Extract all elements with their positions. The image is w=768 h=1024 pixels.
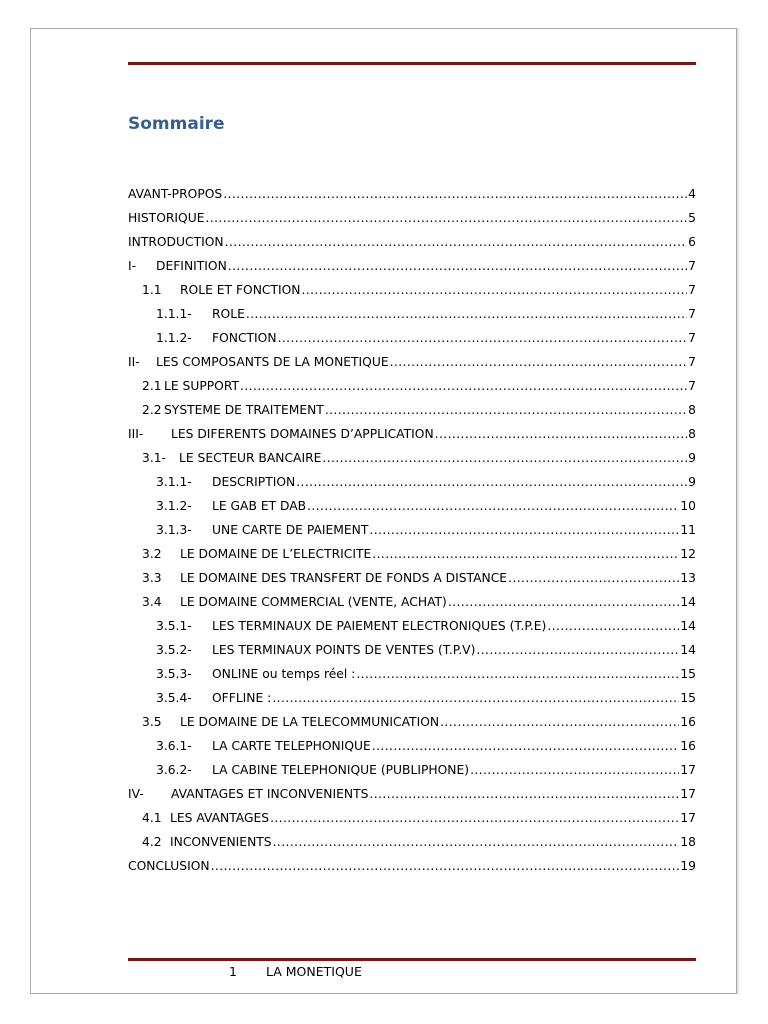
toc-entry-title: LE GAB ET DAB bbox=[212, 499, 307, 513]
toc-entry-title: ROLE bbox=[212, 307, 245, 321]
toc-entry-page: 7 bbox=[688, 283, 696, 297]
toc-dot-leader bbox=[356, 662, 679, 686]
toc-entry-title: LE DOMAINE COMMERCIAL (VENTE, ACHAT) bbox=[180, 595, 447, 609]
toc-entry[interactable] bbox=[128, 830, 696, 854]
toc-entry[interactable] bbox=[128, 470, 696, 494]
toc-dot-leader bbox=[302, 278, 688, 302]
toc-dot-leader bbox=[476, 638, 679, 662]
toc-entry[interactable] bbox=[128, 662, 696, 686]
footer-page-number: 1 bbox=[229, 964, 237, 979]
toc-entry-title: LE DOMAINE DES TRANSFERT DE FONDS A DISTANCE bbox=[180, 571, 508, 585]
toc-entry-title: LES DIFERENTS DOMAINES D’APPLICATION bbox=[171, 427, 434, 441]
toc-entry-page: 14 bbox=[680, 643, 696, 657]
toc-entry-number: 4.2 bbox=[142, 835, 162, 849]
toc-entry[interactable] bbox=[128, 518, 696, 542]
toc-entry[interactable] bbox=[128, 686, 696, 710]
toc-entry[interactable] bbox=[128, 614, 696, 638]
footer-rule bbox=[128, 958, 696, 961]
toc-entry-title: AVANT-PROPOS bbox=[128, 187, 223, 201]
toc-entry-page: 7 bbox=[688, 259, 696, 273]
toc-entry-number: 3.2 bbox=[142, 547, 162, 561]
toc-entry-number: 3.6.1- bbox=[156, 739, 192, 753]
toc-entry-page: 16 bbox=[680, 739, 696, 753]
toc-dot-leader bbox=[206, 206, 688, 230]
toc-dot-leader bbox=[278, 326, 688, 350]
toc-entry-page: 17 bbox=[680, 787, 696, 801]
toc-entry-number: 3.3 bbox=[142, 571, 162, 585]
toc-dot-leader bbox=[369, 782, 679, 806]
toc-entry-number: 3.1.3- bbox=[156, 523, 192, 537]
toc-entry-page: 8 bbox=[688, 403, 696, 417]
toc-entry-page: 7 bbox=[688, 307, 696, 321]
toc-entry[interactable] bbox=[128, 398, 696, 422]
toc-entry-page: 15 bbox=[680, 691, 696, 705]
toc-entry-number: 4.1 bbox=[142, 811, 162, 825]
header-rule bbox=[128, 62, 696, 65]
toc-dot-leader bbox=[225, 230, 688, 254]
toc-dot-leader bbox=[246, 302, 687, 326]
toc-dot-leader bbox=[325, 398, 687, 422]
toc-entry-title: INTRODUCTION bbox=[128, 235, 224, 249]
toc-entry-page: 9 bbox=[688, 475, 696, 489]
toc-entry[interactable] bbox=[128, 494, 696, 518]
toc-dot-leader bbox=[273, 830, 680, 854]
toc-entry-number: 3.1.1- bbox=[156, 475, 192, 489]
toc-entry-number: 3.1.2- bbox=[156, 499, 192, 513]
page-footer bbox=[0, 964, 768, 984]
toc-entry-title: AVANTAGES ET INCONVENIENTS bbox=[171, 787, 369, 801]
toc-entry-number: 1.1.2- bbox=[156, 331, 192, 345]
toc-dot-leader bbox=[369, 518, 679, 542]
toc-entry-page: 15 bbox=[680, 667, 696, 681]
toc-heading: Sommaire bbox=[128, 114, 225, 134]
toc-entry[interactable] bbox=[128, 854, 696, 878]
toc-entry-page: 18 bbox=[680, 835, 696, 849]
toc-entry-page: 14 bbox=[680, 595, 696, 609]
toc-entry-page: 14 bbox=[680, 619, 696, 633]
toc-entry-page: 4 bbox=[688, 187, 696, 201]
toc-entry-page: 7 bbox=[688, 355, 696, 369]
toc-entry[interactable] bbox=[128, 422, 696, 446]
toc-entry-page: 17 bbox=[680, 763, 696, 777]
toc-entry-title: LES AVANTAGES bbox=[170, 811, 270, 825]
toc-entry-title: SYSTEME DE TRAITEMENT bbox=[164, 403, 324, 417]
toc-entry-number: 3.5.3- bbox=[156, 667, 192, 681]
toc-dot-leader bbox=[307, 494, 679, 518]
toc-entry-number: 3.5.4- bbox=[156, 691, 192, 705]
toc-entry[interactable] bbox=[128, 374, 696, 398]
toc-entry-title: LES TERMINAUX DE PAIEMENT ELECTRONIQUES (T.P.E) bbox=[212, 619, 547, 633]
footer-document-title: LA MONETIQUE bbox=[266, 964, 362, 979]
toc-entry[interactable] bbox=[128, 566, 696, 590]
toc-entry-title: ROLE ET FONCTION bbox=[180, 283, 301, 297]
toc-entry-number: 3.5.1- bbox=[156, 619, 192, 633]
toc-entry-title: CONCLUSION bbox=[128, 859, 210, 873]
toc-entry-title: DEFINITION bbox=[156, 259, 227, 273]
toc-entry-title: LA CABINE TELEPHONIQUE (PUBLIPHONE) bbox=[212, 763, 470, 777]
toc-entry-title: ONLINE ou temps réel : bbox=[212, 667, 356, 681]
toc-dot-leader bbox=[372, 734, 680, 758]
toc-entry-number: I- bbox=[128, 259, 137, 273]
toc-dot-leader bbox=[448, 590, 679, 614]
toc-entry-page: 7 bbox=[688, 379, 696, 393]
toc-entry-title: DESCRIPTION bbox=[212, 475, 296, 489]
toc-entry-number: 3.4 bbox=[142, 595, 162, 609]
toc-entry-title: FONCTION bbox=[212, 331, 277, 345]
toc-dot-leader bbox=[228, 254, 687, 278]
toc-entry[interactable] bbox=[128, 710, 696, 734]
toc-entry[interactable] bbox=[128, 326, 696, 350]
toc-entry[interactable] bbox=[128, 230, 696, 254]
toc-entry-page: 7 bbox=[688, 331, 696, 345]
toc-entry-title: LES TERMINAUX POINTS DE VENTES (T.P.V) bbox=[212, 643, 476, 657]
toc-entry-title: HISTORIQUE bbox=[128, 211, 205, 225]
toc-entry-page: 6 bbox=[688, 235, 696, 249]
toc-dot-leader bbox=[223, 182, 687, 206]
toc-entry[interactable] bbox=[128, 182, 696, 206]
toc-entry-page: 12 bbox=[680, 547, 696, 561]
toc-entry-number: 3.6.2- bbox=[156, 763, 192, 777]
toc-entry-number: 2.1 bbox=[142, 379, 162, 393]
toc-entry-number: II- bbox=[128, 355, 140, 369]
toc-dot-leader bbox=[440, 710, 679, 734]
toc-entry[interactable] bbox=[128, 638, 696, 662]
toc-dot-leader bbox=[372, 542, 679, 566]
toc-entry-number: 2.2 bbox=[142, 403, 162, 417]
toc-dot-leader bbox=[390, 350, 688, 374]
toc-entry[interactable] bbox=[128, 734, 696, 758]
toc-entry-title: LE SECTEUR BANCAIRE bbox=[179, 451, 322, 465]
toc-dot-leader bbox=[470, 758, 679, 782]
page-edge-shadow bbox=[737, 28, 740, 994]
toc-entry-page: 17 bbox=[680, 811, 696, 825]
toc-entry-page: 11 bbox=[680, 523, 696, 537]
toc-entry-page: 9 bbox=[688, 451, 696, 465]
toc-entry[interactable] bbox=[128, 806, 696, 830]
toc-entry[interactable] bbox=[128, 278, 696, 302]
toc-dot-leader bbox=[211, 854, 680, 878]
toc-entry-page: 16 bbox=[680, 715, 696, 729]
toc-entry[interactable] bbox=[128, 758, 696, 782]
toc-entry-title: LES COMPOSANTS DE LA MONETIQUE bbox=[156, 355, 389, 369]
toc-entry[interactable] bbox=[128, 542, 696, 566]
toc-entry-number: 3.5.2- bbox=[156, 643, 192, 657]
toc-entry-title: INCONVENIENTS bbox=[170, 835, 272, 849]
toc-entry-number: 1.1 bbox=[142, 283, 162, 297]
toc-entry-number: IV- bbox=[128, 787, 144, 801]
toc-entry-number: 3.5 bbox=[142, 715, 162, 729]
toc-entry[interactable] bbox=[128, 590, 696, 614]
toc-entry[interactable] bbox=[128, 254, 696, 278]
toc-entry-page: 8 bbox=[688, 427, 696, 441]
toc-entry-title: LE DOMAINE DE L’ELECTRICITE bbox=[180, 547, 372, 561]
toc-entry-number: 1.1.1- bbox=[156, 307, 192, 321]
toc-entry[interactable] bbox=[128, 782, 696, 806]
toc-dot-leader bbox=[547, 614, 679, 638]
toc-dot-leader bbox=[272, 686, 679, 710]
toc-entry-page: 10 bbox=[680, 499, 696, 513]
toc-dot-leader bbox=[508, 566, 679, 590]
toc-entry[interactable] bbox=[128, 446, 696, 470]
toc-entry-title: LE DOMAINE DE LA TELECOMMUNICATION bbox=[180, 715, 440, 729]
toc-dot-leader bbox=[240, 374, 687, 398]
toc-entry-title: LA CARTE TELEPHONIQUE bbox=[212, 739, 371, 753]
toc-dot-leader bbox=[435, 422, 688, 446]
toc-entry[interactable] bbox=[128, 302, 696, 326]
toc-entry[interactable] bbox=[128, 350, 696, 374]
toc-dot-leader bbox=[270, 806, 679, 830]
toc-entry-page: 13 bbox=[680, 571, 696, 585]
table-of-contents bbox=[128, 182, 696, 878]
toc-entry-title: LE SUPPORT bbox=[164, 379, 240, 393]
toc-entry[interactable] bbox=[128, 206, 696, 230]
toc-entry-number: 3.1- bbox=[142, 451, 166, 465]
toc-entry-title: OFFLINE : bbox=[212, 691, 272, 705]
toc-dot-leader bbox=[322, 446, 687, 470]
toc-dot-leader bbox=[296, 470, 687, 494]
toc-entry-title: UNE CARTE DE PAIEMENT bbox=[212, 523, 369, 537]
toc-entry-number: III- bbox=[128, 427, 144, 441]
toc-entry-page: 5 bbox=[688, 211, 696, 225]
toc-entry-page: 19 bbox=[680, 859, 696, 873]
